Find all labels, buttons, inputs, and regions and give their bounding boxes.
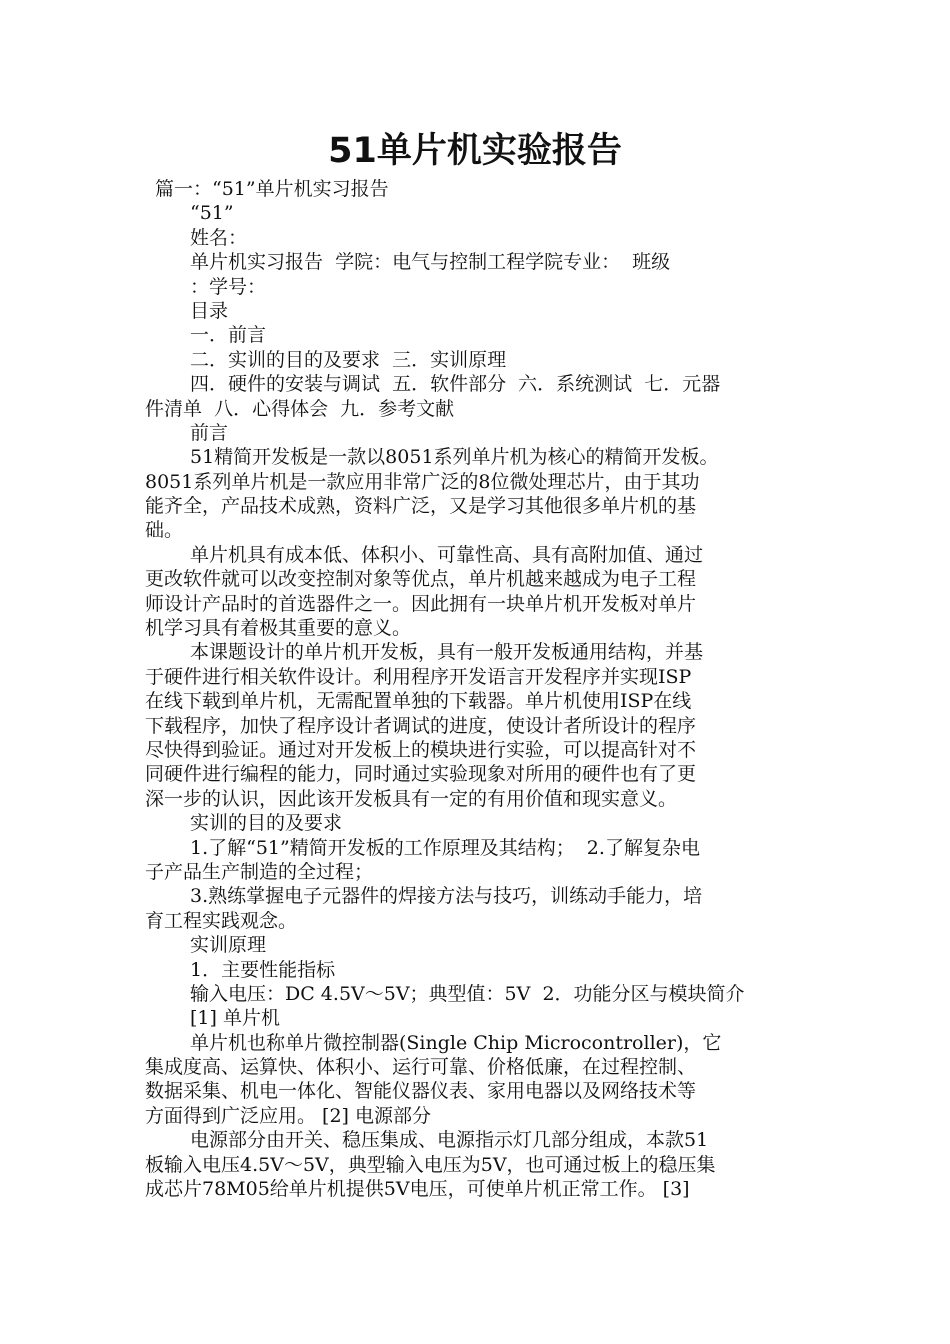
text-line: 3.熟练掌握电子元器件的焊接方法与技巧，训练动手能力，培 — [190, 885, 703, 908]
text-line: 1．主要性能指标 — [190, 958, 336, 981]
text-line: 8051系列单片机是一款应用非常广泛的8位微处理芯片，由于其功 — [145, 470, 700, 493]
text-line: 础。 — [145, 519, 184, 542]
text-line: 件清单 八．心得体会 九．参考文献 — [145, 397, 455, 420]
text-line: 尽快得到验证。通过对开发板上的模块进行实验，可以提高针对不 — [145, 738, 697, 761]
document-body — [145, 177, 825, 1201]
text-line: 深一步的认识，因此该开发板具有一定的有用价值和现实意义。 — [145, 787, 678, 810]
text-line: 在线下载到单片机，无需配置单独的下载器。单片机使用ISP在线 — [145, 690, 692, 713]
text-line: 成芯片78M05给单片机提供5V电压，可使单片机正常工作。 [3] — [145, 1178, 690, 1201]
text-line: 能齐全，产品技术成熟，资料广泛，又是学习其他很多单片机的基 — [145, 495, 697, 518]
text-line: 下载程序，加快了程序设计者调试的进度，使设计者所设计的程序 — [145, 714, 697, 737]
text-line: 更改软件就可以改变控制对象等优点，单片机越来越成为电子工程 — [145, 568, 697, 591]
text-line: [1] 单片机 — [190, 1007, 280, 1030]
text-line: 师设计产品时的首选器件之一。因此拥有一块单片机开发板对单片 — [145, 592, 697, 615]
text-line: 方面得到广泛应用。 [2] 电源部分 — [145, 1104, 431, 1127]
text-line: 前言 — [190, 421, 229, 444]
text-line: 二．实训的目的及要求 三．实训原理 — [190, 348, 507, 371]
text-line: 电源部分由开关、稳压集成、电源指示灯几部分组成，本款51 — [190, 1129, 709, 1152]
text-line: 本课题设计的单片机开发板，具有一般开发板通用结构，并基 — [190, 641, 704, 664]
text-line: 单片机具有成本低、体积小、可靠性高、具有高附加值、通过 — [190, 543, 704, 566]
text-line: 目录 — [190, 299, 229, 322]
text-line: 四．硬件的安装与调试 五．软件部分 六．系统测试 七．元器 — [190, 373, 721, 396]
text-line: 单片机实习报告 学院：电气与控制工程学院专业： 班级 — [190, 251, 671, 274]
text-line: 数据采集、机电一体化、智能仪器仪表、家用电器以及网络技术等 — [145, 1080, 697, 1103]
text-line: “51” — [190, 202, 234, 225]
text-line: 育工程实践观念。 — [145, 909, 298, 932]
text-line: 集成度高、运算快、体积小、运行可靠、价格低廉，在过程控制、 — [145, 1056, 697, 1079]
text-line: 于硬件进行相关软件设计。利用程序开发语言开发程序并实现ISP — [145, 665, 692, 688]
text-line: 板输入电压4.5V～5V，典型输入电压为5V，也可通过板上的稳压集 — [145, 1153, 716, 1176]
text-line: 篇一：“51”单片机实习报告 — [155, 178, 389, 200]
text-line: 子产品生产制造的全过程； — [145, 860, 374, 883]
text-line: 机学习具有着极其重要的意义。 — [145, 617, 412, 640]
text-line: 姓名： — [190, 226, 248, 249]
text-line: 51精简开发板是一款以8051系列单片机为核心的精简开发板。 — [190, 446, 719, 469]
text-line: ：学号： — [190, 275, 267, 298]
text-line: 同硬件进行编程的能力，同时通过实验现象对所用的硬件也有了更 — [145, 763, 697, 786]
text-line: 实训的目的及要求 — [190, 812, 343, 835]
document-title: 51单片机实验报告 — [328, 131, 622, 171]
text-line: 输入电压：DC 4.5V～5V；典型值：5V 2．功能分区与模块简介 — [190, 982, 745, 1005]
text-line: 一．前言 — [190, 324, 267, 347]
text-line: 1.了解“51”精简开发板的工作原理及其结构； 2.了解复杂电 — [190, 836, 700, 859]
text-line: 单片机也称单片微控制器(Single Chip Microcontroller)，它 — [190, 1031, 722, 1054]
text-line: 实训原理 — [190, 934, 267, 957]
